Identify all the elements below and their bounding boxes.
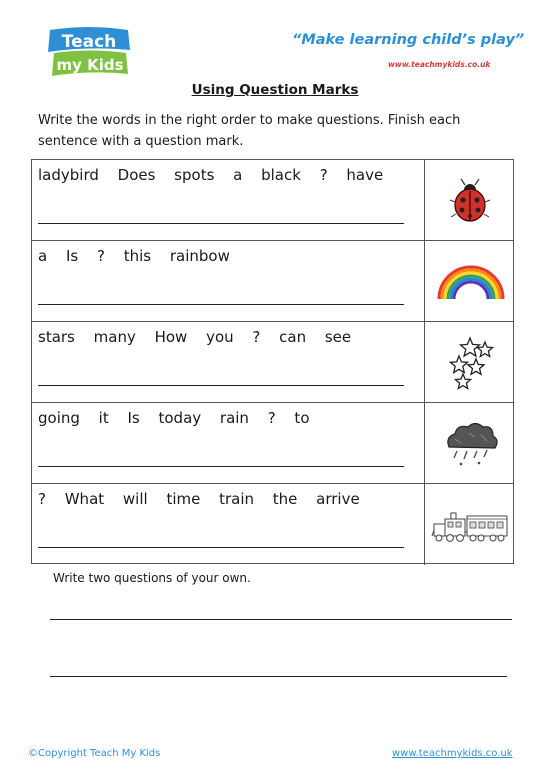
rain-cloud-icon [425, 403, 516, 484]
picture-cell [424, 484, 515, 565]
own-question-line[interactable] [50, 619, 512, 620]
train-icon [425, 484, 516, 565]
answer-line[interactable] [38, 223, 404, 224]
jumbled-words: a Is ? this rainbow [38, 247, 230, 265]
website-link-footer[interactable]: www.teachmykids.co.uk [392, 748, 513, 759]
worksheet-table [31, 159, 514, 564]
stars-icon [425, 322, 516, 403]
answer-line[interactable] [38, 385, 404, 386]
picture-cell [424, 322, 515, 402]
answer-line[interactable] [38, 466, 404, 467]
svg-text:my Kids: my Kids [56, 56, 124, 74]
teach-my-kids-logo [44, 26, 134, 78]
jumbled-words: going it Is today rain ? to [38, 409, 310, 427]
svg-text:Teach: Teach [61, 32, 117, 52]
jumbled-words: ? What will time train the arrive [38, 490, 360, 508]
copyright-text: ©Copyright Teach My Kids [28, 748, 161, 759]
jumbled-words: ladybird Does spots a black ? have [38, 166, 384, 184]
answer-line[interactable] [38, 304, 404, 305]
worksheet-row [32, 484, 513, 565]
worksheet-row [32, 322, 513, 403]
tagline: “Make learning child’s play” [292, 32, 525, 48]
ladybird-icon [425, 160, 516, 241]
picture-cell [424, 403, 515, 483]
own-question-line[interactable] [50, 676, 507, 677]
website-link-header[interactable]: www.teachmykids.co.uk [388, 60, 491, 69]
worksheet-row [32, 403, 513, 484]
worksheet-row [32, 160, 513, 241]
picture-cell [424, 160, 515, 240]
own-questions-label: Write two questions of your own. [53, 571, 251, 585]
picture-cell [424, 241, 515, 321]
answer-line[interactable] [38, 547, 404, 548]
worksheet-row [32, 241, 513, 322]
rainbow-icon [425, 241, 516, 322]
page-title: Using Question Marks [191, 82, 359, 98]
instructions: Write the words in the right order to make questions. Finish each sentence with a question mark. [38, 113, 461, 149]
jumbled-words: stars many How you ? can see [38, 328, 352, 346]
